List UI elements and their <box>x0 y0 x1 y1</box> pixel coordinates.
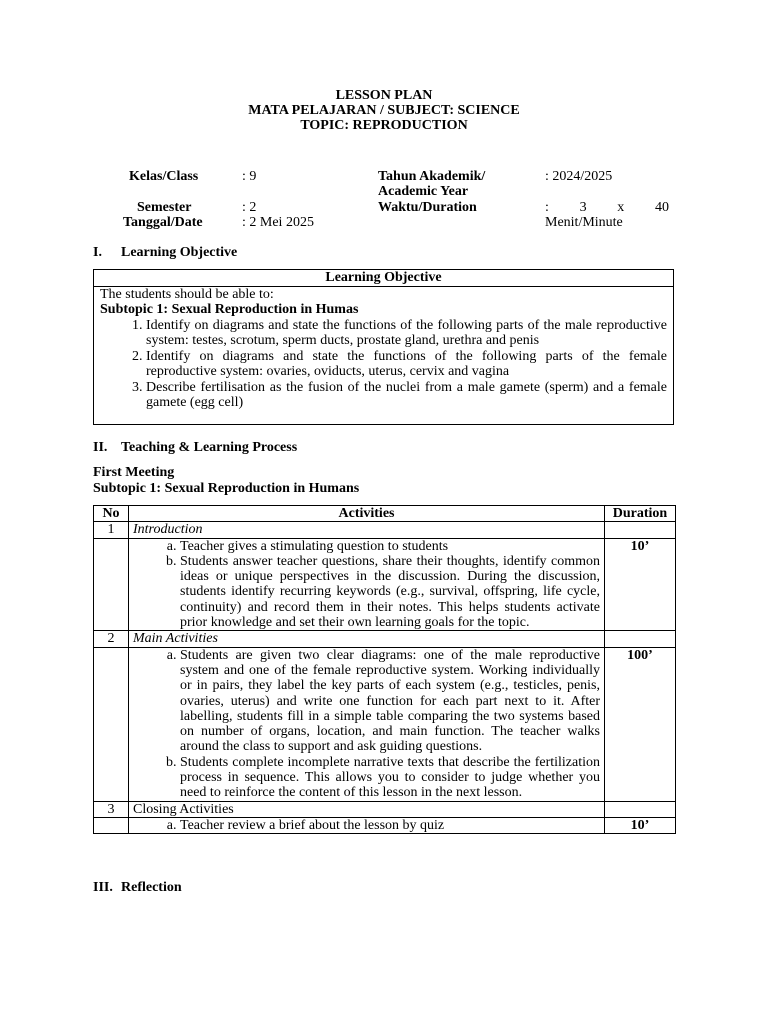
waktu-colon: : <box>545 200 549 215</box>
doc-title: LESSON PLAN <box>335 88 433 103</box>
waktu-value <box>545 200 669 216</box>
col-no-header: No <box>94 506 129 522</box>
table-row <box>94 801 676 817</box>
meeting-subtopic: Subtopic 1: Sexual Reproduction in Humans <box>93 481 360 496</box>
kelas-value: : 9 <box>242 169 257 184</box>
learning-objective-table <box>93 269 674 425</box>
objective-table-body <box>94 286 674 424</box>
row-duration: 10’ <box>605 538 676 631</box>
objective-list <box>100 318 667 411</box>
row-empty-cell <box>605 522 676 538</box>
section-2-numeral: II. <box>93 440 108 455</box>
section-3-numeral: III. <box>93 880 113 895</box>
table-header-row <box>94 506 676 522</box>
section-3-title: Reflection <box>121 880 182 895</box>
semester-label: Semester <box>137 200 192 215</box>
table-row <box>94 522 676 538</box>
waktu-label: Waktu/Duration <box>378 200 477 215</box>
activities-table <box>93 505 676 834</box>
objective-item: 3. Describe fertilisation as the fusion of the nuclei from a male gamete (sperm) and a female gamete (egg cell) <box>146 380 667 411</box>
tanggal-label: Tanggal/Date <box>123 215 203 230</box>
list-item: b. Students complete incomplete narrative texts that describe the fertilization process in sequence. This allows you to consider to judge whether you need to reinforce the content of this lesson in the next lesson. <box>180 755 600 801</box>
table-row <box>94 631 676 647</box>
table-row <box>94 538 676 631</box>
objective-item: 2. Identify on diagrams and state the functions of the following parts of the female reproductive system: ovaries, oviducts, uterus, cervix and vagina <box>146 349 667 380</box>
table-row <box>94 817 676 833</box>
semester-value: : 2 <box>242 200 257 215</box>
row-empty-cell <box>605 801 676 817</box>
row-number: 3 <box>94 801 129 817</box>
row-phase: Introduction <box>129 522 605 538</box>
section-2-title: Teaching & Learning Process <box>121 440 298 455</box>
objective-table-header: Learning Objective <box>94 270 674 287</box>
activity-list <box>133 818 600 833</box>
waktu-num: 3 <box>579 200 587 215</box>
tahun-label-2: Academic Year <box>378 184 469 199</box>
section-1-title: Learning Objective <box>121 245 238 260</box>
list-item: b. Students answer teacher questions, share their thoughts, identify common ideas or unique perspectives in the discussion. During the discussion, students identify recurring keywords (e.g., survival, offspring, life cycle, continuity) and record them in their notes. This helps students activate prior knowledge and set their own learning goals for the topic. <box>180 554 600 630</box>
row-activities <box>129 647 605 801</box>
objective-subtopic: Subtopic 1: Sexual Reproduction in Humas <box>100 302 359 317</box>
doc-topic: TOPIC: REPRODUCTION <box>300 118 468 133</box>
activity-list <box>133 648 600 801</box>
col-activities-header: Activities <box>129 506 605 522</box>
row-empty-cell <box>605 631 676 647</box>
row-empty-cell <box>94 817 129 833</box>
kelas-label: Kelas/Class <box>129 169 199 184</box>
row-activities <box>129 817 605 833</box>
section-1-numeral: I. <box>93 245 102 260</box>
meeting-label: First Meeting <box>93 465 175 480</box>
row-number: 1 <box>94 522 129 538</box>
row-activities <box>129 538 605 631</box>
row-empty-cell <box>94 538 129 631</box>
tahun-label-1: Tahun Akademik/ <box>378 169 486 184</box>
tanggal-value: : 2 Mei 2025 <box>242 215 314 230</box>
row-phase: Closing Activities <box>129 801 605 817</box>
list-item: a. Teacher review a brief about the lesson by quiz <box>180 818 600 833</box>
list-item: a. Teacher gives a stimulating question to students <box>180 539 600 554</box>
col-duration-header: Duration <box>605 506 676 522</box>
doc-subject: MATA PELAJARAN / SUBJECT: SCIENCE <box>248 103 520 118</box>
table-row <box>94 647 676 801</box>
waktu-unit: Menit/Minute <box>545 215 623 230</box>
row-phase: Main Activities <box>129 631 605 647</box>
row-empty-cell <box>94 647 129 801</box>
row-duration: 10’ <box>605 817 676 833</box>
row-number: 2 <box>94 631 129 647</box>
objective-item: 1. Identify on diagrams and state the functions of the following parts of the male reproductive system: testes, scrotum, sperm ducts, prostate gland, urethra and penis <box>146 318 667 349</box>
waktu-min: 40 <box>655 200 669 215</box>
row-duration: 100’ <box>605 647 676 801</box>
activity-list <box>133 539 600 631</box>
objective-intro: The students should be able to: <box>100 286 274 302</box>
tahun-value: : 2024/2025 <box>545 169 613 184</box>
waktu-x: x <box>617 200 625 215</box>
list-item: a. Students are given two clear diagrams: one of the male reproductive system and one of the female reproductive system. Working individually or in pairs, they label the key parts of each system (e.g., testicles, penis, ovaries, uterus) and write one function for each part next to it. After labelling, students fill in a simple table comparing the two systems based on number of organs, location, and main function. The teacher walks around the class to support and ask guiding questions. <box>180 648 600 755</box>
